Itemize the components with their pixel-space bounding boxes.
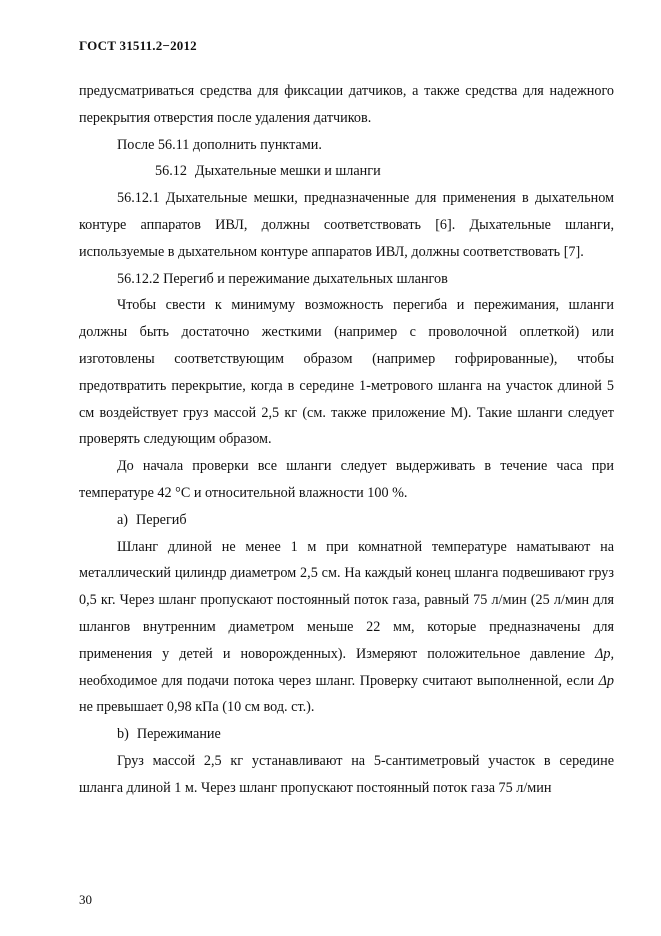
paragraph-56-12-1: 56.12.1 Дыхательные мешки, предназначенные для применения в дыхательном контуре аппаратов ИВЛ, должны соответствовать [6]. Дыхательные шланги, используемые в дыхательном контуре аппаратов ИВЛ, должны соответствовать [7]. bbox=[79, 190, 614, 260]
list-item-title: Пережимание bbox=[136, 726, 221, 743]
paragraph-requirements: Чтобы свести к минимуму возможность перегиба и пережимания, шланги должны быть достаточно жесткими (например с проволочной оплеткой) или изготовлены соответствующим образом (например гофрированные), чтобы предотвратить перекрытие, когда в середине 1-метрового шланга на участок длиной 5 см воздействует груз массой 2,5 кг (см. также приложение М). Такие шланги следует проверять следующим образом. bbox=[79, 297, 614, 448]
text-segment: не превышает 0,98 кПа (10 см вод. ст.). bbox=[79, 699, 315, 716]
paragraph-continuation: предусматриваться средства для фиксации датчиков, а также средства для надежного перекрытия отверстия после удаления датчиков. bbox=[79, 83, 614, 126]
section-heading-56-12 bbox=[79, 158, 614, 185]
pressure-symbol: Δp bbox=[598, 672, 615, 689]
paragraph-crush-test: Груз массой 2,5 кг устанавливают на 5-сантиметровый участок в середине шланга длиной 1 м. Через шланг пропускают постоянный поток газа 75 л/мин bbox=[79, 752, 614, 796]
list-item-crush bbox=[79, 721, 614, 748]
list-item-kink bbox=[79, 507, 614, 534]
text-segment: необходимое для подачи потока через шланг. Проверку считают выполненной, если bbox=[79, 672, 595, 689]
paragraph-kink-test bbox=[79, 534, 614, 722]
list-marker: b) bbox=[117, 726, 129, 743]
list-item-title: Перегиб bbox=[136, 511, 187, 528]
section-number: 56.12 bbox=[155, 163, 187, 180]
pressure-symbol: Δp, bbox=[595, 645, 614, 662]
paragraph-conditioning: До начала проверки все шланги следует выдерживать в течение часа при температуре 42 °С и относительной влажности 100 %. bbox=[79, 458, 614, 501]
document-body bbox=[79, 78, 614, 802]
page-number: 30 bbox=[79, 892, 92, 907]
section-heading-56-12-2: 56.12.2 Перегиб и пережимание дыхательных шлангов bbox=[117, 270, 448, 287]
paragraph-amendment-note: После 56.11 дополнить пунктами. bbox=[117, 136, 322, 153]
section-title: Дыхательные мешки и шланги bbox=[194, 163, 381, 180]
document-header: ГОСТ 31511.2−2012 bbox=[79, 38, 197, 53]
list-marker: a) bbox=[117, 511, 129, 528]
text-segment: Шланг длиной не менее 1 м при комнатной температуре наматывают на металлический цилиндр диаметром 2,5 см. На каждый конец шланга подвешивают груз 0,5 кг. Через шланг пропускают постоянный поток газа, равный 75 л/мин (25 л/мин для шлангов внутренним диаметром меньше 22 мм, которые предназначены для применения у детей и новорожденных). Измеряют положительное давление bbox=[79, 538, 614, 662]
